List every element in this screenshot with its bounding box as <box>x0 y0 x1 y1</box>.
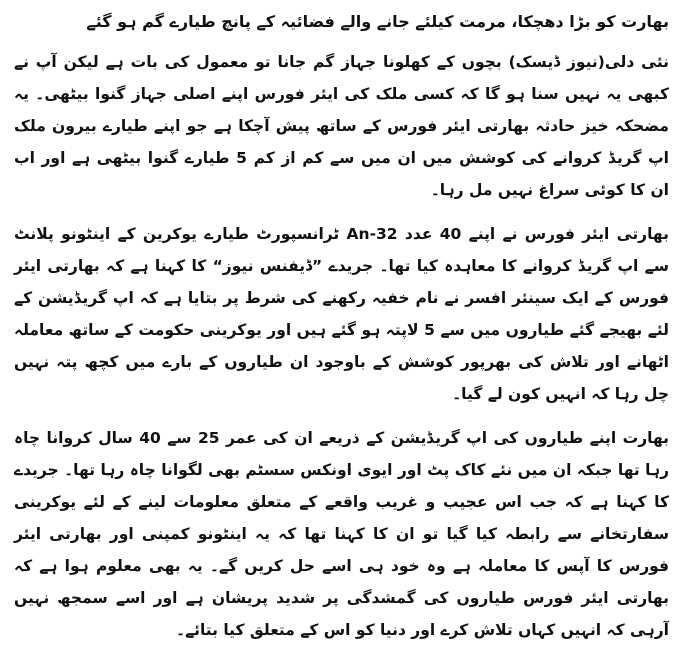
article-paragraph-1: نئی دلی(نیوز ڈیسک) بچوں کے کھلونا جہاز گم جانا تو معمول کی بات ہے لیکن آپ نے کبھی یہ نہیں سنا ہو گا کہ کسی ملک کی ایئر فورس اپنے اصلی جہاز گنوا بیٹھی۔ یہ مضحکہ خیز حادثہ بھارتی ایئر فورس کے ساتھ پیش آچکا ہے جو اپنے طیارے بیرون ملک اپ گریڈ کروانے کی کوشش میں ان میں سے کم از کم 5 طیارے گنوا بیٹھی ہے اور اب ان کا کوئی سراغ نہیں مل رہا۔ <box>14 53 669 199</box>
article-paragraph-3: بھارت اپنے طیاروں کی اپ گریڈیشن کے ذریعے ان کی عمر 25 سے 40 سال کروانا چاہ رہا تھا جبکہ ان میں نئے کاک پٹ اور ایوی اونکس سسٹم بھی لگوانا چاہ رہا تھا۔ جریدے کا کہنا ہے کہ جب اس عجیب و غریب واقعے کے متعلق معلومات لینے کے لئے یوکرینی سفارتخانے سے رابطہ کیا گیا تو ان کا کہنا تھا کہ یہ اینٹونو کمپنی اور بھارتی ایئر فورس کا آپس کا معاملہ ہے وہ خود ہی اسے حل کریں گے۔ یہ بھی معلوم ہوا ہے کہ بھارتی ایئر فورس طیاروں کی گمشدگی پر شدید پریشان ہے اور اسے سمجھ نہیں آرہی کہ انہیں کہاں تلاش کرے اور دنیا کو اس کے متعلق کیا بتائے۔ <box>14 429 669 639</box>
article-headline: بھارت کو بڑا دھچکا، مرمت کیلئے جانے والے فضائیہ کے پانچ طیارے گم ہو گئے <box>86 12 669 31</box>
article-paragraph-2: بھارتی ایئر فورس نے اپنے 40 عدد An-32 ٹرانسپورٹ طیارے یوکرین کے اینٹونو پلانٹ سے اپ گریڈ کروانے کا معاہدہ کیا تھا۔ جریدے ”ڈیفنس نیوز“ کا کہنا ہے کہ بھارتی ایئر فورس کے ایک سینئر افسر نے نام خفیہ رکھنے کی شرط پر بتایا ہے کہ اپ گریڈیشن کے لئے بھیجے گئے طیاروں میں سے 5 لاپتہ ہو گئے ہیں اور یوکرینی حکومت کے ساتھ معاملہ اٹھانے اور تلاش کی بھرپور کوشش کے باوجود ان طیاروں کے بارے میں کچھ پتہ نہیں چل رہا کہ انہیں کون لے گیا۔ <box>14 225 669 403</box>
